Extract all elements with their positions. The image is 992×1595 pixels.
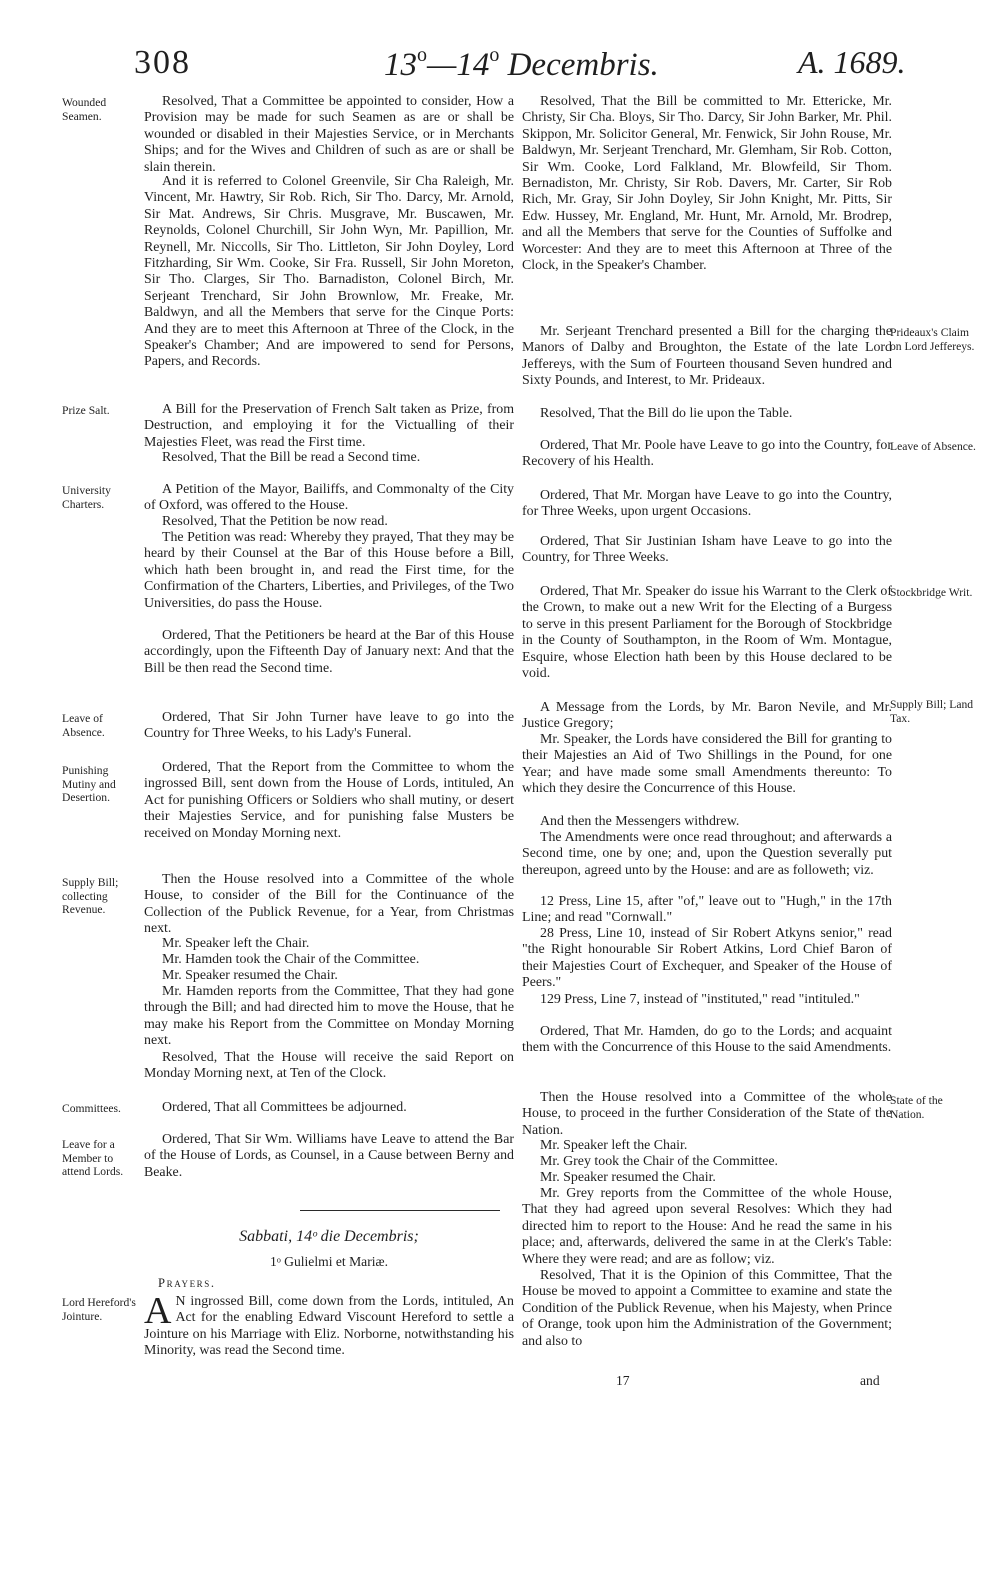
paragraph-speaker-left: Mr. Speaker left the Chair. (162, 936, 310, 951)
margin-note-punishing-mutiny: Punishing Mutiny and Desertion. (62, 764, 116, 805)
signature-mark: 17 (616, 1373, 630, 1388)
header-year: A. 1689. (798, 44, 906, 80)
margin-note-committees: Committees. (62, 1102, 121, 1115)
margin-note-supply-revenue: Supply Bill; collecting Revenue. (62, 876, 119, 917)
page-number: 308 (134, 44, 191, 81)
header-day-14: 14 (456, 47, 490, 83)
section-divider (300, 1210, 500, 1211)
paragraph-wounded-seamen: Resolved, That a Committee be appointed to consider, How a Provision may be made for such Seamen as are or shall be wounded or disabled in their Majesties Service, or in Merchants Ships; and for the Wives and Children of such as are or shall be slain therein. (144, 94, 514, 175)
paragraph-hereford-bill (144, 1290, 514, 1360)
header-date: 13$^o$—14$^o$ Decembris. (384, 44, 659, 83)
paragraph-report-monday: Resolved, That the House will receive the said Report on Monday Morning next, at Ten of the Clock. (144, 1050, 514, 1082)
paragraph-petition-read: The Petition was read: Whereby they prayed, That they may be heard by their Counsel at the Bar of this House before a Bill, which hath been brought in, and read the First time, for the Confirmation of the Charters, Liberties, and Privileges, of the Two Universities, do pass the House. (144, 530, 514, 611)
day-heading: Sabbati, 14ᵒ die Decembris; (239, 1228, 419, 1245)
catchword: and (860, 1373, 880, 1388)
paragraph-resolved-revenue: Resolved, That it is the Opinion of this Committee, That the House be moved to appoint a Committee to examine and state the Condition of the Publick Revenue, when his Majesty, when Prince of Orange, took upon him the Administration of the Government; and also to (522, 1268, 892, 1349)
paragraph-petitioners-heard: Ordered, That the Petitioners be heard at the Bar of this House accordingly, upon the Fifteenth Day of January next: And that the Bill be then read the Second time. (144, 628, 514, 676)
paragraph-state-nation: Then the House resolved into a Committee of the whole House, to proceed in the further Consideration of the State of the Nation. (522, 1090, 892, 1138)
header-month: Decembris. (507, 47, 659, 83)
header-day-13: 13 (384, 47, 417, 83)
paragraph-hamden-reports: Mr. Hamden reports from the Committee, That they had gone through the Bill; and had directed him to move the House, that he may make his Report from the Committee on Monday Morning next. (144, 984, 514, 1049)
paragraph-amendment-12: 12 Press, Line 15, after "of," leave out to "Hugh," in the 17th Line; and read "Cornwall." (522, 894, 892, 926)
paragraph-mutiny-report: Ordered, That the Report from the Committee to whom the ingrossed Bill, sent down from the House of Lords, intituled, An Act for punishing Officers or Soldiers who shall mutiny, or desert their Majesties Service, and for punishing false Musters be received on Monday Morning next. (144, 760, 514, 841)
margin-note-wounded-seamen: Wounded Seamen. (62, 96, 107, 123)
paragraph-lords-message: A Message from the Lords, by Mr. Baron Nevile, and Mr. Justice Gregory; (522, 700, 892, 732)
hereford-bill-text: N ingrossed Bill, come down from the Lords, intituled, An Act for the enabling Edward Viscount Hereford to settle a Jointure on his Marriage with Eliz. Norborne, notwithstanding his Minority, was read the Second time. (144, 1294, 514, 1359)
margin-note-state-of-nation: State of the Nation. (890, 1094, 943, 1121)
paragraph-speaker-left-2: Mr. Speaker left the Chair. (540, 1138, 688, 1153)
paragraph-prize-salt: A Bill for the Preservation of French Salt taken as Prize, from Destruction, and employing it for the Victualling of their Majesties Fleet, was read the First time. (144, 402, 514, 450)
margin-note-prideaux-claim: Prideaux's Claim on Lord Jeffereys. (890, 326, 975, 353)
paragraph-lords-considered: Mr. Speaker, the Lords have considered the Bill for granting to their Majesties an Aid of Two Shillings in the Pound, for one Year; and have made some small Amendments thereunto: To which they desire the Concurrence of this House. (522, 732, 892, 797)
margin-note-supply-land-tax: Supply Bill; Land Tax. (890, 698, 974, 725)
paragraph-hamden-lords: Ordered, That Mr. Hamden, do go to the Lords; and acquaint them with the Concurrence of this House to the said Amendments. (522, 1024, 892, 1056)
prayers-heading: Prayers. (158, 1276, 216, 1290)
paragraph-poole-leave: Ordered, That Mr. Poole have Leave to go into the Country, for Recovery of his Health. (522, 438, 892, 470)
paragraph-trenchard-bill: Mr. Serjeant Trenchard presented a Bill for the charging the Manors of Dalby and Broughton, the Estate of the late Lord Jeffereys, with the Sum of Fourteen thousand Seven hundred and Sixty Pounds, and Interest, to Mr. Prideaux. (522, 324, 892, 389)
paragraph-grey-reports: Mr. Grey reports from the Committee of the whole House, That they had agreed upon several Resolves: Which they had directed him to report to the House: And he read the same in his place; and, afterwards, delivered the same in at the Clerk's Table: Where they were read; and are as follow; viz. (522, 1186, 892, 1267)
paragraph-turner-leave: Ordered, That Sir John Turner have leave to go into the Country for Three Weeks, to his Lady's Funeral. (144, 710, 514, 742)
paragraph-amendment-28: 28 Press, Line 10, instead of Sir Robert Atkyns senior," read "the Right honourable Sir Robert Atkins, Lord Chief Baron of their Majesties Court of Exchequer, and Speaker of the House of Peers." (522, 926, 892, 991)
paragraph-committee-members: And it is referred to Colonel Greenvile, Sir Cha Raleigh, Mr. Vincent, Mr. Hawtry, Sir Rob. Rich, Sir Tho. Darcy, Mr. Arnold, Sir Mat. Andrews, Sir Chris. Musgrave, Mr. Buscawen, Mr. Reynolds, Colonel Churchill, Sir John Wyn, Mr. Papillion, Mr. Reynell, Mr. Niccolls, Sir Tho. Littleton, Sir John Doyley, Lord Fitzharding, Sir Wm. Cooke, Sir Fra. Russell, Sir John Moreton, Sir Tho. Clarges, Sir Tho. Barnadiston, Colonel Birch, Mr. Serjeant Trenchard, Sir John Brownlow, Mr. Freake, Mr. Baldwyn, and all the Members that serve for the Cinque Ports: And they are to meet this Afternoon at Three of the Clock, in the Speaker's Chamber; And are impowered to send for Persons, Papers, and Records. (144, 174, 514, 370)
margin-note-prize-salt: Prize Salt. (62, 404, 110, 417)
paragraph-oxford-petition: A Petition of the Mayor, Bailiffs, and Commonalty of the City of Oxford, was offered to the House. (144, 482, 514, 514)
margin-note-leave-member: Leave for a Member to attend Lords. (62, 1138, 124, 1179)
paragraph-speaker-resumed: Mr. Speaker resumed the Chair. (162, 968, 338, 983)
paragraph-hamden-chair: Mr. Hamden took the Chair of the Committee. (162, 952, 420, 967)
paragraph-bill-table: Resolved, That the Bill do lie upon the Table. (540, 406, 793, 421)
margin-note-university-charters: University Charters. (62, 484, 111, 511)
paragraph-petition-read-resolved: Resolved, That the Petition be now read. (162, 514, 388, 529)
margin-note-leave-of-absence: Leave of Absence. (62, 712, 105, 739)
regnal-year: 1ᵒ Gulielmi et Mariæ. (270, 1254, 388, 1269)
paragraph-messengers-withdrew: And then the Messengers withdrew. (540, 814, 740, 829)
running-header (0, 44, 992, 94)
paragraph-committees-adjourned: Ordered, That all Committees be adjourned. (162, 1100, 407, 1115)
paragraph-grey-chair: Mr. Grey took the Chair of the Committee. (540, 1154, 779, 1169)
paragraph-bill-committed: Resolved, That the Bill be committed to Mr. Ettericke, Mr. Christy, Sir Cha. Bloys, Sir Tho. Darcy, Sir John Barker, Mr. Phil. Skippon, Mr. Solicitor General, Mr. Fenwick, Sir John Rouse, Mr. Baldwyn, Mr. Serjeant Trenchard, Mr. Glemham, Sir Rob. Cotton, Sir Wm. Cooke, Lord Falkland, Mr. Blowfeild, Sir Thom. Bernadiston, Mr. Christy, Sir Rob. Davers, Mr. Carter, Sir Rob Rich, Mr. Gray, Sir John Doyley, Sir John Knight, Mr. Pitts, Sir Edw. Hussey, Mr. England, Mr. Hunt, Mr. Arnold, Mr. Brodrep, and all the Members that serve for the Counties of Suffolke and Worcester: And they are to meet this Afternoon at Three of the Clock, in the Speaker's Chamber. (522, 94, 892, 274)
paragraph-revenue-committee: Then the House resolved into a Committee of the whole House, to consider of the Bill for the Continuance of the Collection of the Publick Revenue, for a Year, from Christmas next. (144, 872, 514, 937)
paragraph-morgan-leave: Ordered, That Mr. Morgan have Leave to go into the Country, for Three Weeks, upon urgent Occasions. (522, 488, 892, 520)
paragraph-isham-leave: Ordered, That Sir Justinian Isham have Leave to go into the Country, for Three Weeks. (522, 534, 892, 566)
paragraph-salt-resolved: Resolved, That the Bill be read a Second time. (162, 450, 421, 465)
margin-note-leave-of-absence-right: Leave of Absence. (890, 440, 976, 453)
margin-note-stockbridge-writ: Stockbridge Writ. (890, 586, 973, 599)
paragraph-speaker-resumed-2: Mr. Speaker resumed the Chair. (540, 1170, 716, 1185)
margin-note-hereford-jointure: Lord Hereford's Jointure. (62, 1296, 136, 1323)
paragraph-williams-leave: Ordered, That Sir Wm. Williams have Leave to attend the Bar of the House of Lords, as Counsel, in a Cause between Berny and Beake. (144, 1132, 514, 1180)
drop-cap: A (144, 1290, 172, 1332)
paragraph-amendment-129: 129 Press, Line 7, instead of "instituted," read "intituled." (540, 992, 860, 1007)
paragraph-amendments-read: The Amendments were once read throughout; and afterwards a Second time, one by one; and, upon the Question severally put thereupon, agreed unto by the House: and are as followeth; viz. (522, 830, 892, 878)
paragraph-stockbridge-writ: Ordered, That Mr. Speaker do issue his Warrant to the Clerk of the Crown, to make out a new Writ for the Electing of a Burgess to serve in this present Parliament for the Borough of Stockbridge in the County of Southampton, in the Room of Wm. Montague, Esquire, whose Election hath been by this House declared to be void. (522, 584, 892, 682)
